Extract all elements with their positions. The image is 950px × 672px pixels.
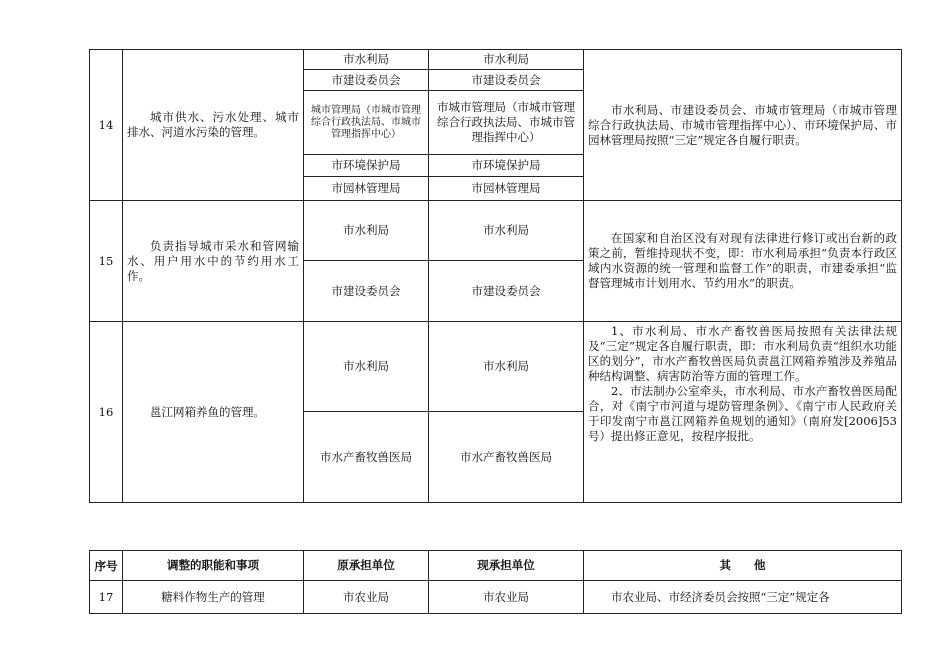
header-other: 其 他: [584, 551, 902, 581]
current-unit: 市城市管理局（市城市管理综合行政执法局、市城市管理指挥中心）: [429, 91, 584, 155]
current-unit: 市园林管理局: [429, 177, 584, 201]
original-unit: 市农业局: [304, 581, 429, 614]
row-number: 14: [90, 50, 123, 201]
other-note-2: 2、市法制办公室牵头，市水利局、市水产畜牧兽医局配合，对《南宁市河道与堤防管理条例》、《南宁市人民政府关于印发南宁市邕江网箱养鱼规划的通知》（南府发[2006]53号）提出修正意见，按程序报批。: [588, 384, 897, 443]
table-row: [90, 581, 902, 614]
original-unit: 市园林管理局: [304, 177, 429, 201]
header-original: 原承担单位: [304, 551, 429, 581]
functions-table-next: [89, 550, 902, 614]
table-row: [90, 322, 902, 412]
row-number: 15: [90, 201, 123, 322]
table-header-row: [90, 551, 902, 581]
header-function: 调整的职能和事项: [123, 551, 304, 581]
function-cell: 城市供水、污水处理、城市排水、河道水污染的管理。: [123, 50, 304, 201]
current-unit: 市水产畜牧兽医局: [429, 412, 584, 503]
other-cell: 市水利局、市建设委员会、市城市管理局（市城市管理综合行政执法局、市城市管理指挥中心）、市环境保护局、市园林管理局按照“三定”规定各自履行职责。: [584, 50, 902, 201]
other-note-1: 1、市水利局、市水产畜牧兽医局按照有关法律法规及“三定”规定各自履行职责，即：市水利局负责“组织水功能区的划分”，市水产畜牧兽医局负责邕江网箱养殖涉及养殖品种结构调整、病害防治等方面的管理工作。: [588, 324, 897, 383]
original-unit: 市环境保护局: [304, 155, 429, 177]
current-unit: 市水利局: [429, 50, 584, 70]
header-num: 序号: [90, 551, 123, 581]
original-unit: 市建设委员会: [304, 70, 429, 91]
row-number: 16: [90, 322, 123, 503]
original-unit: 市水利局: [304, 201, 429, 261]
current-unit: 市水利局: [429, 322, 584, 412]
original-unit: 市建设委员会: [304, 261, 429, 322]
function-cell: 邕江网箱养鱼的管理。: [123, 322, 304, 503]
original-unit: 市水利局: [304, 322, 429, 412]
current-unit: 市水利局: [429, 201, 584, 261]
other-cell: 市农业局、市经济委员会按照“三定”规定各: [584, 581, 902, 614]
current-unit: 市建设委员会: [429, 261, 584, 322]
table-row: [90, 201, 902, 261]
table-row: [90, 50, 902, 70]
current-unit: 市农业局: [429, 581, 584, 614]
original-unit: 市水产畜牧兽医局: [304, 412, 429, 503]
original-unit: 城市管理局（市城市管理综合行政执法局、市城市管理指挥中心）: [304, 91, 429, 155]
current-unit: 市环境保护局: [429, 155, 584, 177]
functions-table-continued: [89, 49, 902, 503]
function-cell: 负责指导城市采水和管网输水、用户用水中的节约用水工作。: [123, 201, 304, 322]
other-cell: 在国家和自治区没有对现有法律进行修订或出台新的政策之前，暂维持现状不变，即：市水利局承担“负责本行政区域内水资源的统一管理和监督工作”的职责，市建委承担“监督管理城市计划用水、节约用水”的职责。: [584, 201, 902, 322]
current-unit: 市建设委员会: [429, 70, 584, 91]
other-cell: [584, 322, 902, 503]
original-unit: 市水利局: [304, 50, 429, 70]
header-current: 现承担单位: [429, 551, 584, 581]
row-number: 17: [90, 581, 123, 614]
function-cell: 糖料作物生产的管理: [123, 581, 304, 614]
